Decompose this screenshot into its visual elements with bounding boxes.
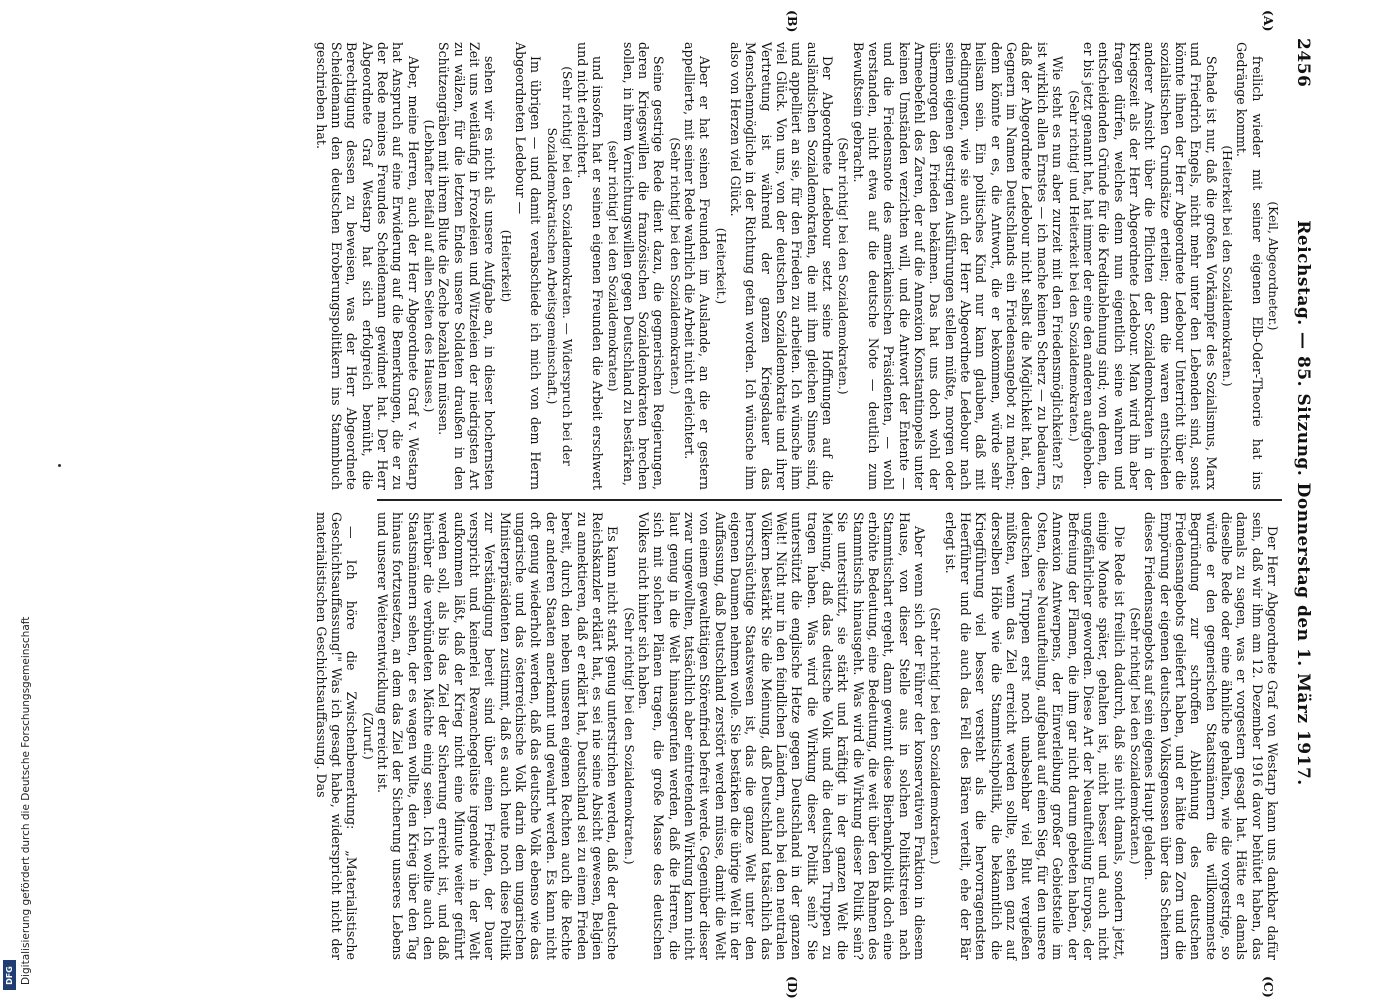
paragraph-text: Der Herr Abgeordnete Graf von Westarp kann uns dankbar dafür sein, daß wir ihm am 12. Dezember 1916 davor behütet haben, das damals zu sagen, was er vorgestern gesagt hat. Hätte er damals dieselbe Rede oder eine ähnliche gehalten, wie die vorgestrige, so würde er den gegnerischen Staatsmännern die willkommenste Begründung zur schroffen Ablehnung des deutschen Friedensangebots geliefert haben, und er hätte dem Zorn und die Empörung der eigenen deutschen Volksgenossen über das Scheitern dieses Friedensangebots auf sein eigenes Haupt geladen. (1142, 512, 1280, 960)
rotated-page-content (80, 10, 1320, 999)
scan-speck (58, 464, 61, 467)
interjection-text: (Heiterkeit) (498, 229, 513, 303)
paragraph-text: Aber, meine Herren, auch der Herr Abgeordnete Graf v. Westarp hat Anspruch auf eine Erwiderung auf die Bemerkungen, die er zu der Rede meines Freundes Scheidemann gewidmet hat. Der Herr Abgeordnete Graf Westarp hat sich erfolgreich bemüht, die Berechtigung dessen zu beweisen, was der Herr Abgeordnete Scheidemann den deutschen Eroberungspolitikern ins Stammbuch geschrieben hat. (313, 42, 421, 490)
interjection-text: (Sehr richtig! bei den Sozialdemokraten.) (667, 137, 682, 395)
interjection-text: (Keil, Abgeordneter.) (1266, 201, 1280, 331)
page-header (1286, 38, 1320, 968)
paragraph-text: Aber wenn sich der Führer der konservativen Fraktion in diesem Hause, von dieser Stelle aus in solchen Politikstreien nach Stammtischart ergeht, dann gewinnt diese Bierbankpolitik doch eine erhöhte Bedeutung, eine Bedeutung, die weit über den Rahmen des Stammtischs hinausgeht. Was wird die Wirkung dieser Politik sein? Sie unterstützt, sie stärkt und kräftigt in der ganzen Welt die Meinung, daß das deutsche Volk und die deutschen Truppen zu tragen haben. Was wird die Wirkung dieser Politik sein? Sie unterstützt die englische Hetze gegen Deutschland in der ganzen Welt! Nicht nur in den feindlichen Ländern, auch bei den neutralen Völkern bestärkt Sie die Meinung, daß Deutschland tatsächlich das herrschsüchtige Staatswesen ist, das die ganze Welt unter den eigenen Daumen nehmen wolle. Sie bestärken die übrige Welt in der Auffassung, daß Deutschland zerstört werden müsse, damit die Welt von einem gewalttätigen Störenfried befreit werde. Gegenüber dieser zwar ungewollten, tatsächlich aber eintretenden Wirkung kann nicht laut genug in die Welt hinausgerufen werden, daß die Herren, die sich mit solchen Plänen tragen, die große Masse des deutschen Volkes nicht hinter sich haben. (635, 512, 928, 960)
page-running-title: Reichstag. — 85. Sitzung. Donnerstag den 1. März 1917. (1293, 220, 1313, 786)
interjection-text: (Sehr richtig! bei den Sozialdemokraten.) (928, 607, 943, 865)
paragraph-text: Wie steht es nun aber zurzeit mit den Friedensmöglichkeiten? Es ist wirklich allen Ernstes — ich mache keinen Scherz — zu bedauern, daß der Abgeordnete Ledebour nicht selbst die Möglichkeit hat, den Gegnern im Namen Deutschlands ein Friedensangebot zu machen; denn könnte er es, die Antwort, die er bekommen, würde sehr heilsam sein. Ein politisches Kind nur kann glauben, daß mit Bedingungen, wie sie auch der Herr Abgeordnete Ledebour nach seinen eigenen gestrigen Ausführungen stellen müßte, morgen oder übermorgen den Frieden bekämen. Das hat uns doch wohl der Armeebefehl des Zaren, der auf die Annexion Konstantinopels unter keinen Umständen verzichten will, und die Antwort der Entente — und die Friedensnote des amerikanischen Präsidenten, — wohl verstanden, nicht etwa auf die deutsche Note — deutlich zum Bewußtsein gebracht. (850, 42, 1066, 490)
interjection-text: (Heiterkeit.) (713, 227, 728, 305)
column-divider (377, 499, 1282, 501)
interjection-text: (sehr richtig! bei den Sozialdemokraten) (606, 140, 621, 392)
paragraph-text: Aber er hat seinen Freunden im Auslande, an die er gestern appellierte, mit seiner Rede wahrlich die Arbeit nicht erleichtert. (681, 42, 713, 490)
interjection-text: (Lebhafter Beifall auf allen Seiten des Hauses.) (422, 119, 437, 413)
margin-marker-a: (A) (1261, 10, 1276, 32)
interjection-text: (Heiterkeit bei den Sozialdemokraten.) (1219, 145, 1234, 387)
digitization-credit (6, 0, 32, 1000)
paragraph-text: Der Abgeordnete Ledebour setzt seine Hoffnungen auf die ausländischen Sozialdemokraten, die mit ihm gleichen Sinnes sind, und appelliert an sie, für den Frieden zu arbeiten. Ich wünsche ihm viel Glück. Von uns, von der deutschen Sozialdemokratie und ihrer Vertretung ist während der ganzen Kriegsdauer das Menschenmögliche in der Richtung getan worden. Ich wünsche ihm also von Herzen viel Glück. (727, 42, 836, 490)
interjection-text: (Sehr richtig! bei den Sozialdemokraten. — Widerspruch bei der Sozialdemokratischen Arbeitsgemeinschaft.) (544, 66, 575, 466)
margin-marker-d: (D) (785, 976, 800, 999)
paragraph-text: Schade ist nur, daß die großen Vorkämpfer des Sozialismus, Marx und Friedrich Engels, nicht mehr unter den Lebenden sind, sonst könnte ihnen der Herr Abgeordnete Ledebour Unterricht über die sozialistischen Grundsätze erteilen; denn die waren entschieden anderer Ansicht über die Pflichten der Sozialdemokraten in der Kriegszeit als der Herr Abgeordnete Ledebour. Man wird ihn aber fragen dürfen, welches denn nun eigentlich seine wahren und entscheidenden Gründe für die Kreditablehnung sind; von denen, die er bis jetzt genannt hat, hat immer der eine den anderen aufgehoben. (1080, 42, 1219, 490)
interjection-text: (Sehr richtig! bei den Sozialdemokraten.) (836, 137, 851, 395)
right-text-column (313, 512, 1280, 960)
dfg-logo-text: DFG (5, 965, 15, 985)
paragraph-text: sehen wir es nicht als unsere Aufgabe an, in dieser hochernsten Zeit uns weitläufig in Frozeleien und Witzeleien der niedrigsten Art zu wälzen, für die letzten Endes unsere Soldaten draußen in den Schützengräben mit ihrem Blute die Zeche bezahlen müssen. (436, 42, 498, 490)
paragraph-text: Seine gestrige Rede dient dazu, die gegnerischen Regierungen, deren Kriegswillen die französischen Sozialdemokraten brechen sollen, in ihrem Vernichtungswillen gegen Deutschland zu bestärken, (620, 42, 667, 490)
credit-text: Digitalisierung gefördert durch die Deutsche Forschungsgemeinschaft (20, 616, 32, 985)
margin-marker-c: (C) (1261, 976, 1276, 998)
paragraph-text: freilich wieder mit seiner eigenen Elb-Oder-Theorie hat ins Gedränge kommt. (1234, 42, 1265, 490)
interjection-text: (Zuruf.) (360, 712, 375, 760)
left-text-column (313, 42, 1280, 490)
page-number: 2456 (1293, 38, 1313, 88)
margin-marker-b: (B) (785, 10, 800, 33)
paragraph-text: Es kann nicht stark genug unterstrichen werden, daß der deutsche Reichskanzler erklärt hat, es sei nie seine Absicht gewesen, Belgien zu annektieren, daß er erklärt hat, Deutschland sei zu einem Frieden bereit, durch den neben unseren eigenen Rechten auch die Rechte der anderen Staaten anerkannt und gewahrt werden. Es kann nicht oft genug wiederholt werden, daß das deutsche Volk ebenso wie das ungarische und das österreichische Volk darin dem ungarischen Ministerpräsidenten zustimmt, daß es auch heute noch diese Politik zur Verständigung bereit sind über einen Frieden, der Dauer verspricht und keinerlei Revanchegelüste irgendwie in der Welt aufkommen läßt, daß der Krieg nicht eine Minute weiter geführt werden soll, als bis das Ziel der Sicherung erreicht ist, und daß hierüber die verbündeten Mächte einig seien. Ich wollte auch den Staatsmännern sehen, der es wagen wollte, den Krieg über den Tag hinaus fortzusetzen, an dem das Ziel der Sicherung unseres Lebens und unserer Weiterentwicklung erreicht ist. (375, 512, 621, 960)
dfg-logo (3, 960, 16, 990)
interjection-text: (Sehr richtig! und Heiterkeit bei den Sozialdemokraten.) (1066, 90, 1081, 442)
paragraph-text: — Ich höre die Zwischenbemerkung: „Materialistische Geschichtsauffassung!" Was ich gesagt habe, widerspricht nicht der materialistischen Geschichtsauffassung. Das (313, 512, 360, 960)
interjection-text: (Sehr richtig! bei den Sozialdemokraten.) (1127, 607, 1142, 865)
paragraph-text: Die Rede ist freilich dadurch, daß sie nicht damals, sondern jetzt, einige Monate später, gehalten ist, nicht besser und auch nicht ungefährlicher geworden. Diese Art der Neuaufteilung Europas, der Befreiung der Flamen, die ihm gar nicht darum gebeten haben, der Annexion Antwerpens, der Einverleibung großer Gebietsteile im Osten, diese Neuaufteilung, aufgebaut auf einen Sieg, für den unsere deutschen Truppen erst noch unabsehbar viel Blut vergießen müßten, wenn das Ziel erreicht werden sollte, stehen ganz auf derselben Höhe wie die Stammtischpolitik, die bekanntlich die Kriegführung viel besser versteht als die hervorragendsten Heerführer und die auch das Fell des Bären verteilt, ehe der Bär erlegt ist. (942, 512, 1127, 960)
paragraph-text: und insofern hat er seinen eigenen Freunden die Arbeit erschwert und nicht erleichtert. (574, 42, 605, 490)
paragraph-text: Im übrigen — und damit verabschiede ich mich von dem Herrn Abgeordneten Ledebour — (513, 42, 544, 490)
interjection-text: (Sehr richtig! bei den Sozialdemokraten.) (621, 607, 636, 865)
